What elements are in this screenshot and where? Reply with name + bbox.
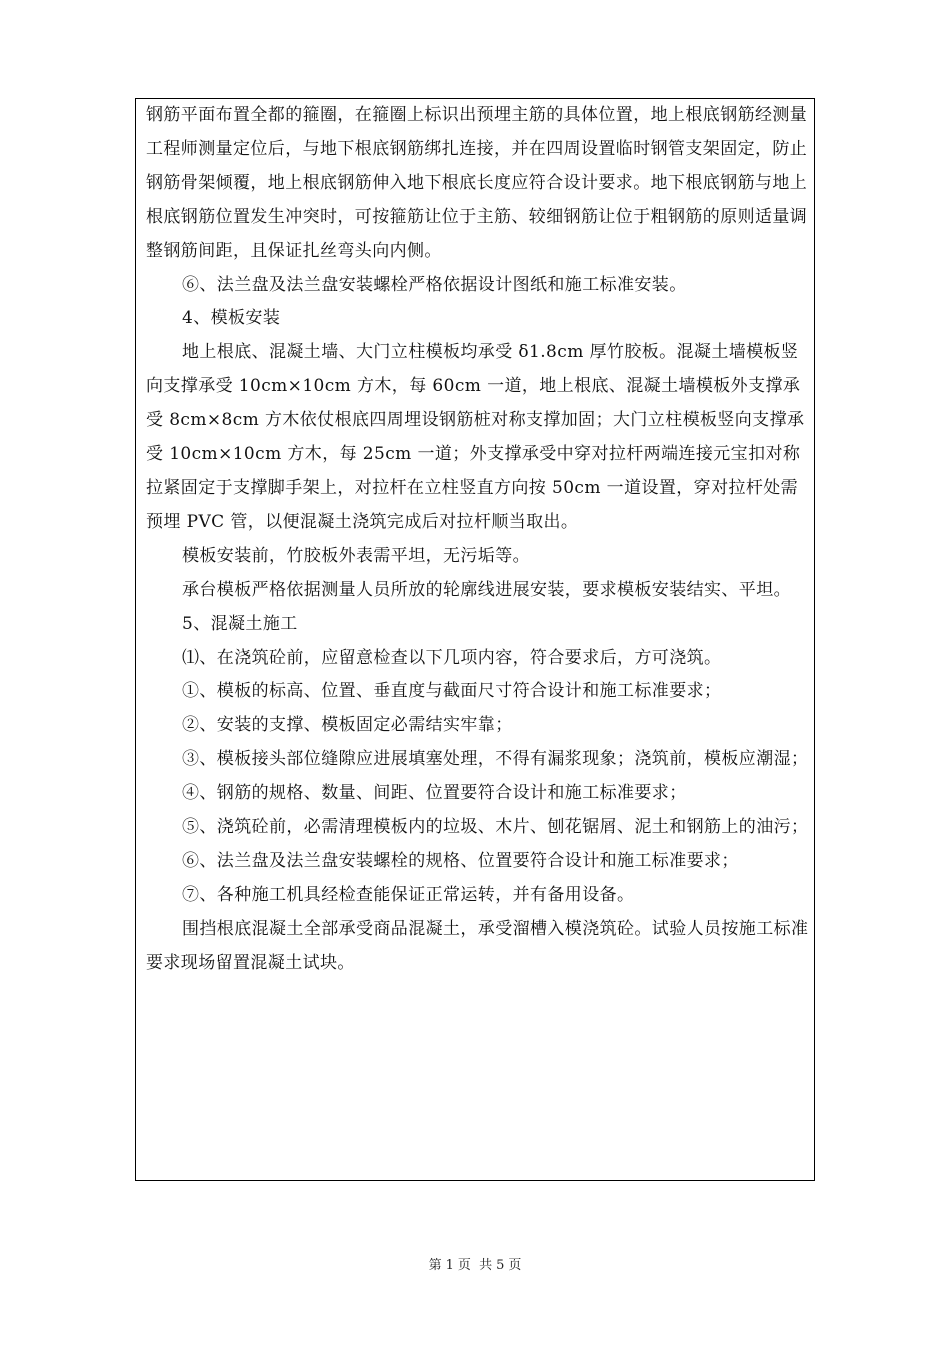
page-footer <box>0 1254 950 1273</box>
footer-total-pages: 5 <box>496 1258 505 1273</box>
checklist-item-7: ⑦、各种施工机具经检查能保证正常运转，并有备用设备。 <box>182 884 635 905</box>
checklist-item-2: ②、安装的支撑、模板固定必需结实牢靠； <box>182 715 513 736</box>
footer-page-suffix: 页 <box>457 1258 471 1273</box>
checklist-item-3: ③、模板接头部位缝隙应进展填塞处理，不得有漏浆现象；浇筑前，模板应潮湿； <box>182 749 809 770</box>
document-body <box>146 99 814 981</box>
footer-total-prefix: 共 <box>479 1258 493 1273</box>
footer-page-number: 1 <box>445 1258 454 1273</box>
heading-formwork-install: 4、模板安装 <box>182 308 281 329</box>
checklist-item-1: ①、模板的标高、位置、垂直度与截面尺寸符合设计和施工标准要求； <box>182 681 722 702</box>
checklist-item-4: ④、钢筋的规格、数量、间距、位置要符合设计和施工标准要求； <box>182 783 687 804</box>
footer-prefix: 第 <box>428 1258 442 1273</box>
paragraph-formwork-prep: 模板安装前，竹胶板外表需平坦，无污垢等。 <box>182 545 530 566</box>
checklist-item-5: ⑤、浇筑砼前，必需清理模板内的垃圾、木片、刨花锯屑、泥土和钢筋上的油污； <box>182 817 809 838</box>
paragraph-pre-pour-check: ⑴、在浇筑砼前，应留意检查以下几项内容，符合要求后，方可浇筑。 <box>182 647 722 668</box>
paragraph-flange-install: ⑥、法兰盘及法兰盘安装螺栓严格依据设计图纸和施工标准安装。 <box>182 274 687 295</box>
document-frame <box>135 98 815 1181</box>
paragraph-formwork-materials: 地上根底、混凝土墙、大门立柱模板均承受 δ1.8cm 厚竹胶板。混凝土墙模板竖向支撑承受 10cm×10cm 方木，每 60cm 一道，地上根底、混凝土墙模板外支撑承受 8cm×8cm 方木依仗根底四周埋设钢筋桩对称支撑加固；大门立柱模板竖向支撑承受 10cm×10cm 方木，每 25cm 一道；外支撑承受中穿对拉杆两端连接元宝扣对称拉紧固定于支撑脚手架上，对拉杆在立柱竖直方向按 50cm 一道设置，穿对拉杆处需预埋 PVC 管，以便混凝土浇筑完成后对拉杆顺当取出。 <box>146 342 805 532</box>
footer-total-suffix: 页 <box>508 1258 522 1273</box>
paragraph-commercial-concrete: 围挡根底混凝土全部承受商品混凝土，承受溜槽入模浇筑砼。试验人员按施工标准要求现场留置混凝土试块。 <box>146 918 809 973</box>
paragraph-rebar-layout: 钢筋平面布置全都的箍圈，在箍圈上标识出预埋主筋的具体位置，地上根底钢筋经测量工程师测量定位后，与地下根底钢筋绑扎连接，并在四周设置临时钢管支架固定，防止钢筋骨架倾覆，地上根底钢筋伸入地下根底长度应符合设计要求。地下根底钢筋与地上根底钢筋位置发生冲突时，可按箍筋让位于主筋、较细钢筋让位于粗钢筋的原则适量调整钢筋间距，且保证扎丝弯头向内侧。 <box>146 105 808 261</box>
heading-concrete-construction: 5、混凝土施工 <box>182 613 298 634</box>
paragraph-cap-formwork: 承台模板严格依据测量人员所放的轮廓线进展安装，要求模板安装结实、平坦。 <box>182 579 791 600</box>
checklist-item-6: ⑥、法兰盘及法兰盘安装螺栓的规格、位置要符合设计和施工标准要求； <box>182 850 739 871</box>
